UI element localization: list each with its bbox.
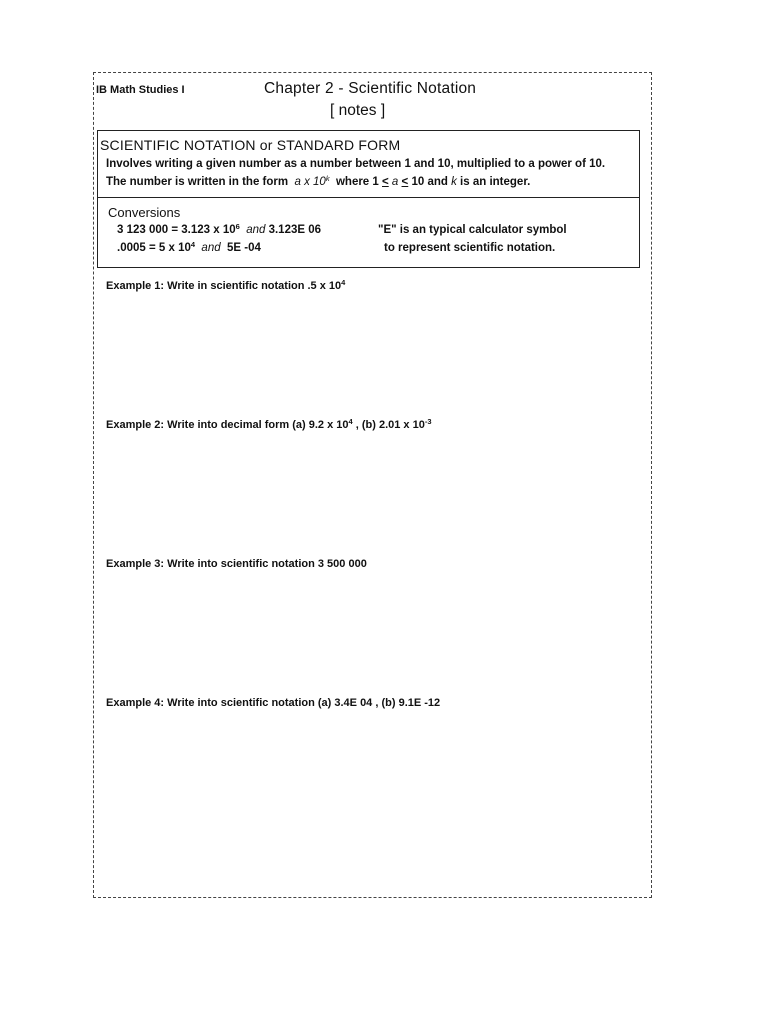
- condition-where: where 1: [335, 176, 379, 188]
- conversion-2-standard: .0005 = 5 x 10: [117, 242, 191, 254]
- variable-a: a: [391, 176, 399, 188]
- example-3: Example 3: Write into scientific notation 3 500 000: [106, 558, 367, 570]
- page-subtitle: [ notes ]: [330, 102, 386, 119]
- example-4: Example 4: Write into scientific notation (a) 3.4E 04 , (b) 9.1E -12: [106, 697, 441, 709]
- conversion-2-exponent: 4: [190, 240, 196, 249]
- conversion-row-1: [117, 224, 321, 236]
- conversion-row-2: [117, 242, 261, 254]
- example-2-part-b: , (b) 2.01 x 10: [355, 419, 425, 431]
- condition-integer: is an integer.: [460, 176, 531, 188]
- definition-line-2: [106, 176, 530, 188]
- conversions-heading: Conversions: [108, 205, 181, 220]
- page-title: Chapter 2 - Scientific Notation: [264, 80, 477, 97]
- conversion-1-and: and: [246, 224, 266, 236]
- le-symbol-1: <: [382, 176, 389, 188]
- variable-k: k: [451, 176, 457, 188]
- example-1: [106, 280, 345, 292]
- conversion-2-and: and: [201, 242, 221, 254]
- form-expression: a x 10: [294, 176, 326, 188]
- example-1-text: Example 1: Write in scientific notation .5 x 10: [106, 280, 342, 292]
- definition-heading: SCIENTIFIC NOTATION or STANDARD FORM: [100, 137, 401, 153]
- definition-form-prefix: The number is written in the form: [106, 176, 289, 188]
- example-2: [106, 419, 432, 431]
- definition-line-1: Involves writing a given number as a number between 1 and 10, multiplied to a power of 10.: [106, 158, 606, 170]
- course-name: IB Math Studies I: [96, 84, 185, 96]
- calculator-note-1: "E" is an typical calculator symbol: [378, 224, 567, 236]
- conversion-1-standard: 3 123 000 = 3.123 x 10: [117, 224, 236, 236]
- conversion-1-exponent: 6: [235, 222, 240, 231]
- calculator-note-2: to represent scientific notation.: [384, 242, 556, 254]
- form-exponent: k: [325, 174, 330, 183]
- example-2-exponent-a: 4: [348, 417, 353, 426]
- le-symbol-2: <: [401, 176, 409, 188]
- example-2-exponent-b: -3: [424, 417, 432, 426]
- example-1-exponent: 4: [341, 278, 346, 287]
- conversion-1-calculator: 3.123E 06: [268, 224, 322, 236]
- example-2-text: Example 2: Write into decimal form (a) 9.2 x 10: [106, 419, 349, 431]
- conversion-2-calculator: 5E -04: [227, 242, 261, 254]
- condition-ten: 10 and: [411, 176, 448, 188]
